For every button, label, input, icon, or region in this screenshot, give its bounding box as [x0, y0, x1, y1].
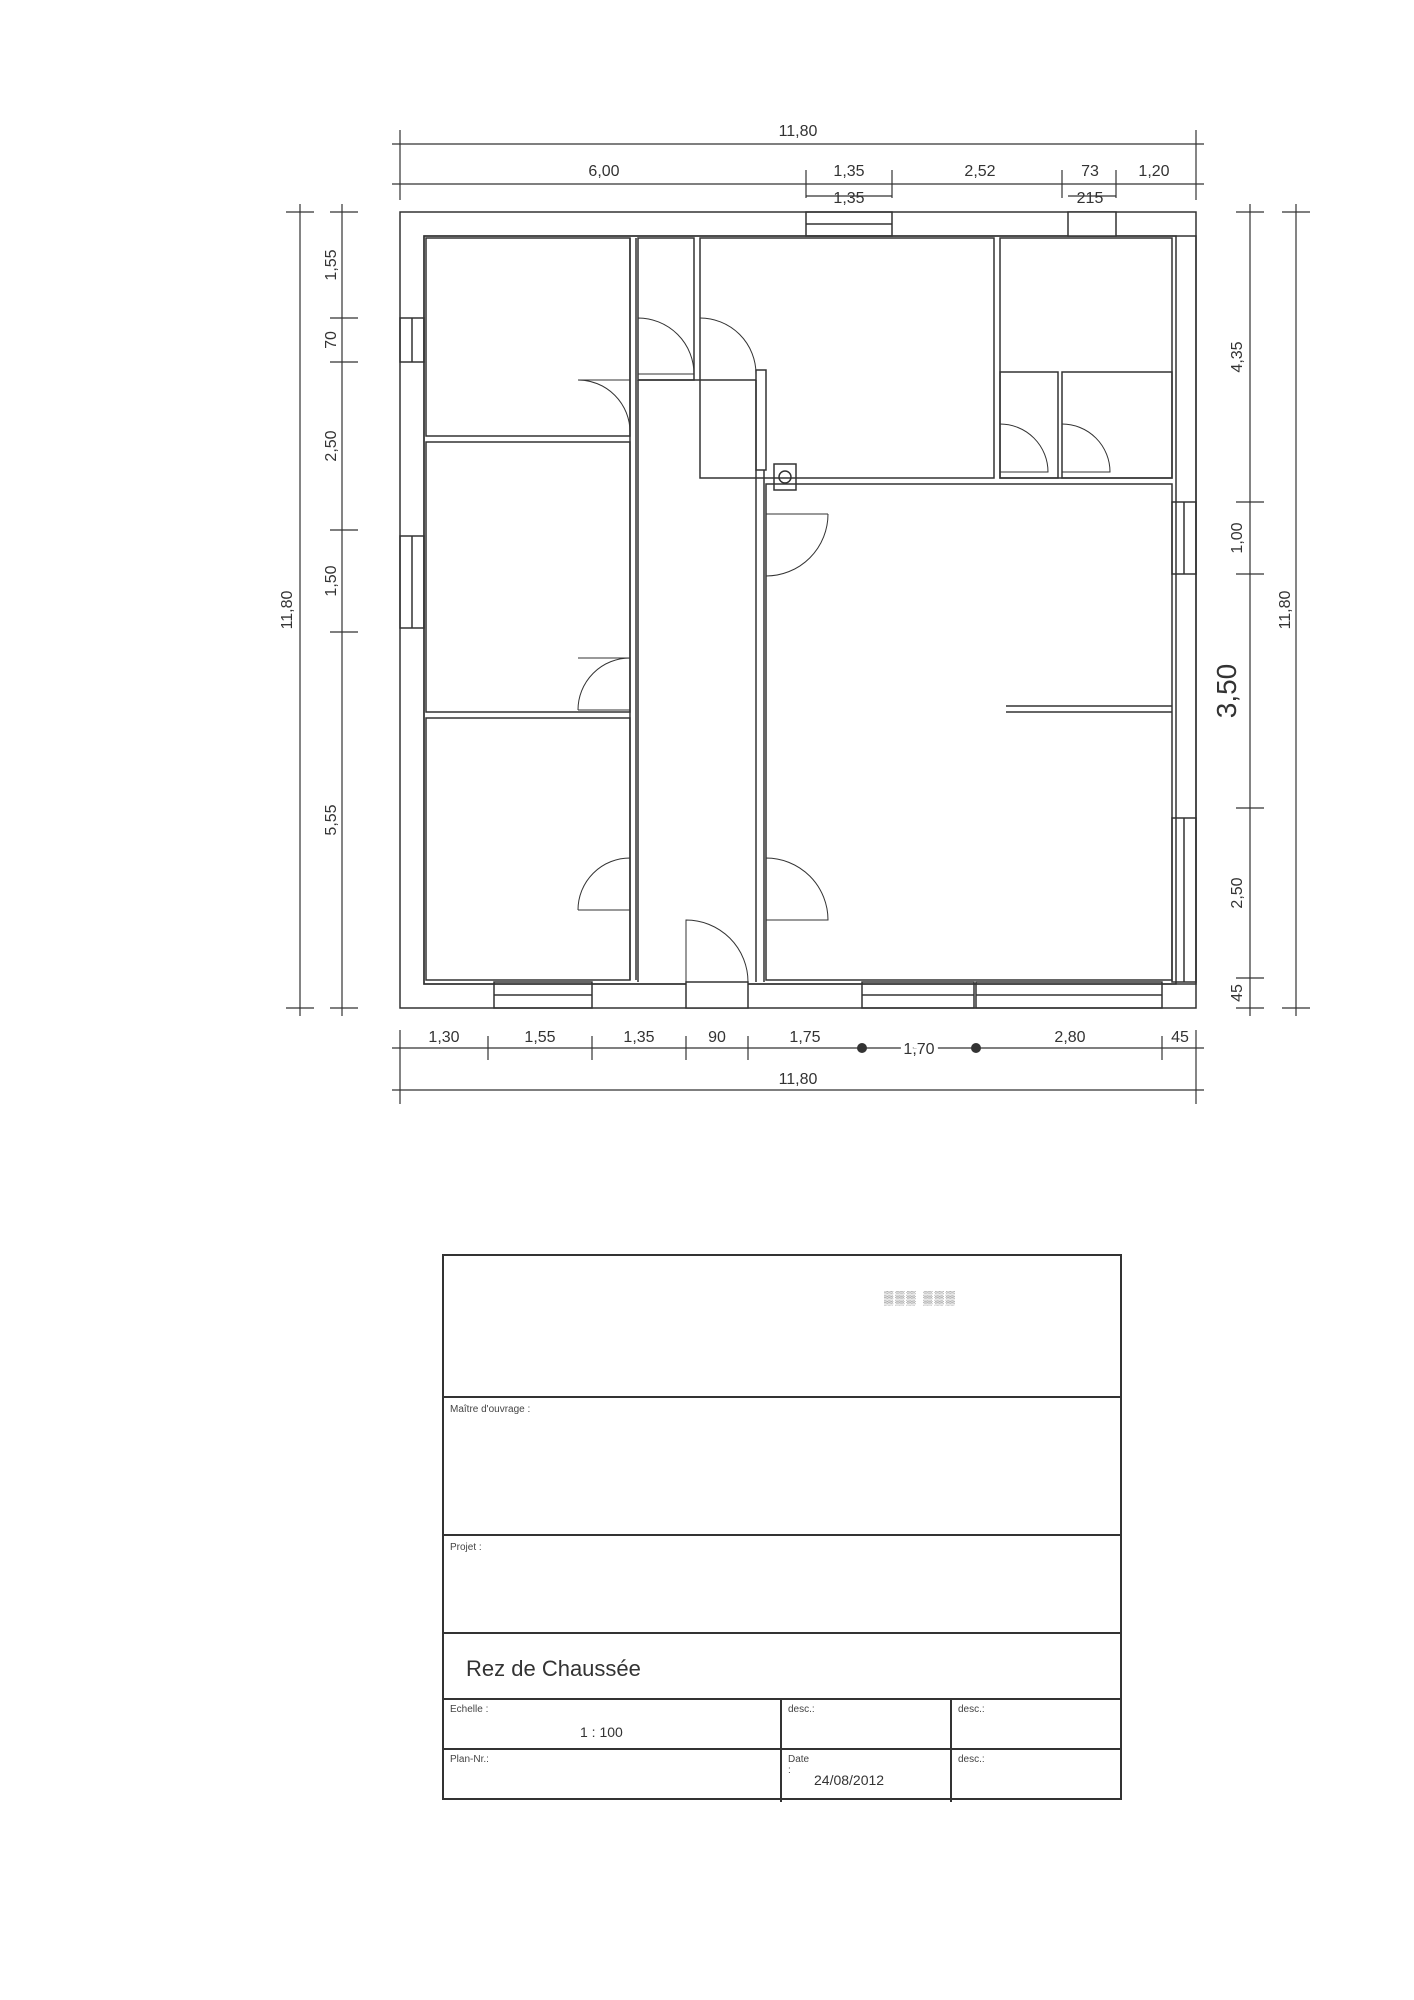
echelle-value: 1 : 100	[580, 1724, 623, 1740]
title-block	[442, 1254, 1122, 1800]
room-small-wc-2	[1062, 372, 1172, 478]
tb-scale-row	[444, 1700, 1120, 1750]
dim-right-4: 2,50	[1229, 877, 1246, 909]
duct	[774, 464, 796, 490]
entrance-door	[686, 982, 748, 1008]
redacted-text: ▒▒▒ ▒▒▒	[884, 1290, 957, 1305]
dim-bottom-3: 1,35	[623, 1029, 655, 1046]
inner-wall-line	[424, 236, 1196, 984]
door-top-right	[1068, 212, 1116, 236]
room-bedroom-3	[426, 718, 630, 980]
date-label: Date :	[788, 1754, 810, 1776]
door-swing-8	[686, 920, 748, 982]
door-swing-2	[578, 658, 630, 710]
dim-bottom-6: 1,70	[903, 1041, 935, 1058]
dim-bottom-4: 90	[708, 1029, 726, 1046]
dim-bottom-2: 1,55	[524, 1029, 556, 1046]
door-swing-3	[578, 858, 630, 910]
outer-wall	[400, 212, 1196, 1008]
dim-top-5: 1,20	[1138, 163, 1170, 180]
tb-title-row	[444, 1634, 1120, 1700]
tb-projet-row	[444, 1536, 1120, 1634]
dim-left-overall: 11,80	[279, 590, 296, 630]
desc-label: desc.:	[788, 1704, 815, 1715]
door-swing-4	[638, 318, 694, 374]
dim-top-overall: 11,80	[778, 123, 818, 140]
plan-nr-label: Plan-Nr.:	[450, 1754, 489, 1765]
dim-top-window: 1,35	[833, 190, 865, 207]
dim-top-1: 6,00	[588, 163, 620, 180]
dim-right-2: 1,00	[1229, 522, 1246, 554]
dim-left-1: 1,55	[323, 249, 340, 281]
room-bedroom-2	[426, 442, 630, 712]
dim-top-door: 215	[1076, 190, 1104, 207]
dim-right-1: 4,35	[1229, 341, 1246, 373]
desc-label: desc.:	[958, 1704, 985, 1715]
door-swing-5	[700, 318, 756, 374]
door-swing-1	[578, 380, 630, 432]
tb-header-row	[444, 1256, 1120, 1398]
room-top-right	[1000, 238, 1172, 478]
door-swing-9	[1000, 424, 1048, 472]
date-value: 24/08/2012	[814, 1772, 885, 1788]
dim-right-3: 3,50	[1211, 663, 1242, 719]
dim-left-2: 70	[323, 331, 340, 349]
door-swing-6	[766, 514, 828, 576]
dim-left-3: 2,50	[323, 430, 340, 462]
echelle-label: Echelle :	[450, 1704, 489, 1715]
dim-bottom-7: 2,80	[1054, 1029, 1086, 1046]
tb-plan-row	[444, 1750, 1120, 1802]
dim-bottom-8: 45	[1171, 1029, 1189, 1046]
room-wc-top	[638, 238, 694, 380]
dim-bottom-5: 1,75	[789, 1029, 821, 1046]
dim-right-5: 45	[1229, 984, 1246, 1002]
dim-right-overall: 11,80	[1277, 590, 1294, 630]
room-bedroom-1	[426, 238, 630, 436]
dim-top-2: 1,35	[833, 163, 865, 180]
dim-top-4: 73	[1081, 163, 1099, 180]
dim-bottom-1: 1,30	[428, 1029, 460, 1046]
plan-title: Rez de Chaussée	[466, 1656, 641, 1681]
dim-top-3: 2,52	[964, 163, 996, 180]
dim-left-4: 1,50	[323, 565, 340, 597]
room-bathroom	[700, 238, 994, 478]
dim-left-5: 5,55	[323, 804, 340, 836]
maitre-label: Maître d'ouvrage :	[450, 1404, 531, 1415]
door-swing-10	[1062, 424, 1110, 472]
dim-bottom-overall: 11,80	[778, 1071, 818, 1088]
desc-label: desc.:	[958, 1754, 985, 1765]
door-swing-7	[766, 858, 828, 920]
tb-maitre-row	[444, 1398, 1120, 1536]
projet-label: Projet :	[450, 1542, 482, 1553]
